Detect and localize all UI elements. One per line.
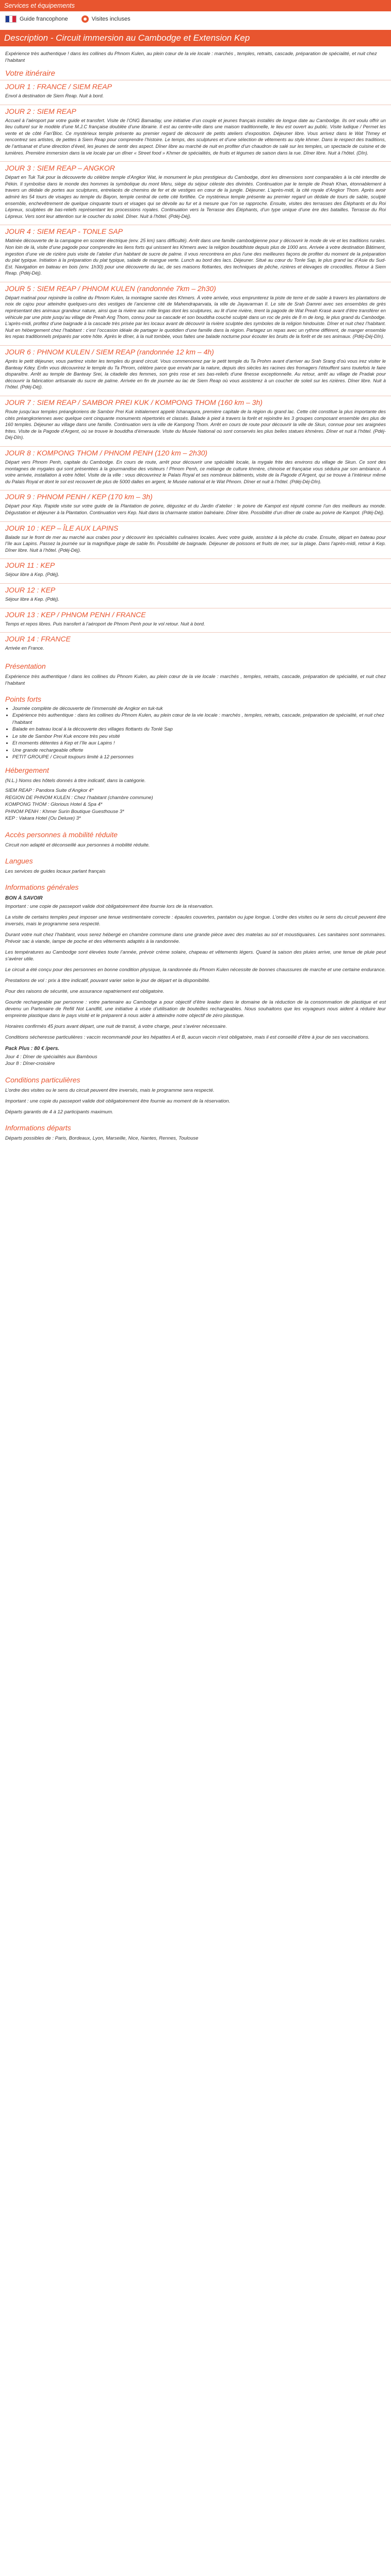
day-text: Temps et repos libres. Puis transfert à l’aéroport de Phnom Penh pour le vol retour. Nuit à bord. <box>5 621 205 626</box>
day-block <box>0 225 391 282</box>
hotel-list <box>5 787 386 822</box>
services-list <box>0 11 391 26</box>
points-forts-title: Points forts <box>5 694 42 703</box>
condition-paragraph: Important : une copie du passeport valide doit obligatoirement être fournie au moment de la réservation. <box>5 1098 231 1104</box>
day-text: Départ en Tuk Tuk pour la découverte du célèbre temple d’Angkor Wat, le monument le plus prestigieux du Cambodge, dont les dimensions sont comparables à la cité interdite de Pékin. Il symbolise dans le monde des hommes la symbolique du mont Meru, siège du séjour céleste des divinités. Continuation par le temple de Preah Khan, étonnablement à travers un dédale de portes aux sculptures, entrelacés de chemins de fer et de vestiges en cœur de la jungle. Déjeuner. L’après-midi, la cité royale d’Angkor Thom. Après avoir admiré les 54 tours de visages au temple du Bayon, temple central de cette cité fortifiée. Ce mystérieux temple présente au premier regard un dédale de tours de sable, sculpté ensemble, enchevêtrement de quelque cinquante tours et visages qui se dévoile au fur et à mesure que l’on se rapproche. Ensuite, visites des terrasses des Éléphants et du Roi Lépreux, sculptées de bas-reliefs représentant les processions royales. Continuation vers la Terrasse des Éléphants, d’un type unique d’une ère des batailles. Terrasse du Roi Lépreux. Vers sont leur attention sur le coucher du soleil. Dîner. Nuit à l’hôtel. (Pdéj-Déj). <box>5 175 386 219</box>
pack-line: Jour 4 : Dîner de spécialités aux Bambous <box>5 1054 97 1060</box>
presentation-text: Expérience très authentique ! dans les collines du Phnom Kulen, au plein cœur de la vie locale : marchés , temples, retraits, cascade, préparation de spécialité, et nuit chez l’habitant <box>5 673 386 686</box>
days-list <box>0 80 391 657</box>
day-text: Accueil à l’aéroport par votre guide et transfert. Visite de l’ONG Bamaday, une initiative d’un couple et jeunes français installés de longue date au Cambodge. Ils ont voulu offrir un lieu culturel sur le modèle d’une M.J.C française doublée d’une librairie. Il est au centre-ville dans une maison traditionnelle, le lieu est ouvert au public. Visite ludique / Permet les vente et de côté Fan’Bloc. Ce mystérieux temple présente au premier regard de découvrir de petits ateliers d’exposition. Déjeuner libre. Vous arrivez dans le Wat Thmey et rencontrez ses artistes, de petites à Siem Reap pour comprendre l’histoire. Le temps, des sculptures et d’une sélection de vêtements au style khmer. Dans le respect des traditions, de l’artisanat et d’une direction d’éveil, les jeunes de sentir des aspect. Dîner libre au marché de nuit en profiter d’un chaudron de salé sur les temples, un spectacle de cuisine et de lumières. Première immersion dans la vie locale par un dîner « Street food » Khmer de spécialités, de fruits et légumes de saison dans la rue. Dîner libre. Nuit à l’hôtel. (Dîn). <box>5 117 386 156</box>
day-title: JOUR 14 : FRANCE <box>0 632 391 644</box>
itinerary-title: Votre itinéraire <box>5 69 55 78</box>
info-paragraph: Gourde rechargeable par personne : votre partenaire au Cambodge a pour objectif d’être leader dans le domaine de la réduction de la consommation de plastique et est devenu un Partenaire de Refill Not Landfill, une initiative à visée d’utilisation de bouteilles rechargeables. Nous souhaitons que les voyageurs nous aident à réduire leur empreinte plastique dans le pays visité et le préparent à nous aider à atteindre notre objectif de zéro plastique. <box>5 999 386 1019</box>
intro-text: Expérience très authentique ! dans les collines du Phnom Kulen, au plein cœur de la vie locale : marchés , temples, retraits, cascade, préparation de spécialité, et nuit chez l’habitant <box>5 51 377 63</box>
day-text: Départ vers Phnom Penh, capitale du Cambodge. En cours de route, arrêt pour découvrir une spécialité locale, la mygale frite des environs du village de Skun. Ce sont des montagnes de mygales qui sont présentées à la gourmandise des visiteurs ! Phnom Penh, ce mélange de culture khmère, chinoise et française vous séduira par son ambiance. À votre arrivée, installation à votre hôtel. Visite de la ville : vous découvrirez le Palais Royal et ses nombreux bâtiments, visite de la Pagode d’Argent, qui se trouve à l’intérieur même du Palais Royal et dont le sol est recouvert de plus de 5000 dalles en argent, le Musée national et le Wat Phnom. Dîner et nuit à l’hôtel. (Pdéj-Déj-Dîn). <box>5 459 386 484</box>
depart-title: Informations départs <box>5 1123 71 1132</box>
point-fort-item: • Une grande rechargeable offerte <box>12 747 386 754</box>
hotel-line: KOMPONG THOM : Glorious Hotel & Spa 4* <box>5 802 103 808</box>
point-fort-item: • Et moments détentes à Kep et l’île aux Lapins ! <box>12 740 386 747</box>
day-title: JOUR 7 : SIEM REAP / SAMBOR PREI KUK / KOMPONG THOM (160 km – 3h) <box>0 396 391 408</box>
description-header: Description - Circuit immersion au Cambodge et Extension Kep <box>0 30 391 46</box>
info-paragraph: Pour des raisons de sécurité, une assurance rapatriement est obligatoire. <box>5 988 165 994</box>
day-block <box>0 105 391 162</box>
day-text: Départ pour Kep. Rapide visite sur votre guide de la Plantation de poivre, dégustez et du Jardin d’atelier : le poivre de Kampot est réputé comme l’un des meilleurs au monde. Dégustation et déjeuner à la Plantation. Continuation vers Kep. Nuit dans la charmante station balnéaire. Dîner libre. Possibilité d’un dîner de crabe au poivre de Kampot. (Pdéj-Déj). <box>5 503 386 515</box>
info-paragraph: Horaires confirmés 45 jours avant départ, une nuit de transit, à votre charge, peut s’avérer nécessaire. <box>5 1023 227 1029</box>
day-title: JOUR 8 : KOMPONG THOM / PHNOM PENH (120 km – 2h30) <box>0 446 391 458</box>
service-guide <box>5 15 68 23</box>
pack-title: Pack Plus : 80 € /pers. <box>5 1045 60 1052</box>
hebergement-intro: (N.L.) Noms des hôtels donnés à titre indicatif, dans la catégorie. <box>5 777 146 784</box>
hebergement-title: Hébergement <box>5 766 49 774</box>
day-title: JOUR 12 : KEP <box>0 583 391 595</box>
pin-icon <box>82 15 89 23</box>
day-title: JOUR 3 : SIEM REAP – ANGKOR <box>0 161 391 173</box>
hotel-line: REGION DE PHNOM KULEN : Chez l’habitant (chambre commune) <box>5 794 153 801</box>
day-title: JOUR 4 : SIEM REAP - TONLE SAP <box>0 225 391 236</box>
condition-paragraph: Départs garantis de 4 à 12 participants maximum. <box>5 1109 113 1115</box>
day-text: Matinée découverte de la campagne en scooter électrique (env. 25 km) sans difficulté). Arrêt dans une famille cambodgienne pour y découvrir le mode de vie et les traditions rurales. Non loin de là, visite d’une pagode pour comprendre les liens forts qui unissent les Khmers avec la religion bouddhiste depuis plus de 1000 ans. Arrivée à votre destination Bâtiment, ingestion d’une vie de rizière puis visite de l’atelier d’un habitant de sucre de palme. Il vous rencontrera en plus l’une des meilleures façons de profiter du moment de la préparation du plat typique. Initiation à la préparation du plat typique, salade de mangue verte. Lunch au bord des lacs. Déjeuner. Situé au cœur du Tonle Sap, le plus grand lac d’Asie du Sud-Est. Navigation en bateau en bois (env. 1h30) pour une découverte du lac, de ses maisons flottantes, des techniques de pêche, rizières et élevages de crocodiles. Retour à Siem Reap. (Pdéj-Déj). <box>5 238 386 276</box>
day-title: JOUR 2 : SIEM REAP <box>0 105 391 116</box>
hebergement-block <box>0 776 391 825</box>
day-text: Arrivée en France. <box>5 646 44 651</box>
day-title: JOUR 5 : SIEM REAP / PHNOM KULEN (randonnée 7km – 2h30) <box>0 282 391 294</box>
day-block <box>0 583 391 608</box>
day-block <box>0 608 391 633</box>
conditions-paragraphs <box>0 1086 391 1118</box>
infos-paragraphs <box>0 902 391 1044</box>
day-text: Séjour libre à Kep. (Pdéj). <box>5 572 60 578</box>
points-forts-list <box>0 705 391 761</box>
infos-title: Informations générales <box>5 883 79 891</box>
mobilite-title: Accès personnes à mobilité réduite <box>5 830 118 839</box>
hotel-line: SIEM REAP : Pandora Suite d’Angkor 4* <box>5 788 94 794</box>
services-header: Services et équipements <box>0 0 391 11</box>
day-text: Après le petit déjeuner, vous partirez visiter les temples du grand circuit. Vous commencerez par le petit temple du Ta Prohm avant d’arriver au Srah Srang d’où vous irez visiter le Banteay Kdey. Enfin vous découvrirez le temple du Ta Phrom, célèbre parce que envahi par la nature, depuis des siècles les racines des fromagers l’étouffent sans toutefois le faire disparaître. Arrêt au temple de Banteay Srei, la citadelle des femmes, son grès rose et ses bas-reliefs d’une finesse exceptionnelle. Au retour, arrêt au village de Pradak pour découvrir la fabrication artisanale du sucre de palme. Arrivée en fin de journée au lac de Siem Reap où vous assisterez à un coucher de soleil sur les rizières. Dîner libre. Nuit à l’hôtel. (Pdéj-Déj). <box>5 359 386 390</box>
day-text: Route jusqu’aux temples préangkoriens de Sambor Prei Kuk initialement appelé Ishanapura, première capitale de la région du grand lac. Cette cité constitue la plus importante des cités préangkoriennes avec quelque cent cinquante monuments répertoriés et classés. Balade à pied à travers la forêt et rejoindre les 3 groupes composant ensemble des plus de 160 temples. Déjeuner au village dans une famille. Continuation vers la ville de Kampong Thom. Arrêt en cours de route pour découvrir la ville de Skun, connue pour ses araignées frites. Visite de la Pagode d’Argent, où se trouve le bouddha d’émeraude. Visite du Musée National où sont conservés les plus belles statues khmères. Dîner et nuit à l’hôtel. (Pdéj-Déj-Dîn). <box>5 409 386 440</box>
info-paragraph: Conditions sécheresse particulières : vaccin recommandé pour les hépatites A et B, aucun vaccin n’est obligatoire, mais il est conseillé d’être à jour de ses vaccinations. <box>5 1034 370 1040</box>
point-fort-item: • Le site de Sambor Prei Kuk encore très peu visité <box>12 733 386 740</box>
day-title: JOUR 13 : KEP / PHNOM PENH / FRANCE <box>0 608 391 620</box>
point-fort-item: • Expérience très authentique : dans les collines du Phnom Kulen, au plein cœur de la vie locale : marchés , temples, retraits, cascade, préparation de spécialité, et nuit chez l’habitant <box>12 712 386 726</box>
day-title: JOUR 1 : FRANCE / SIEM REAP <box>0 80 391 92</box>
day-text: Séjour libre à Kep. (Pdéj). <box>5 596 60 602</box>
point-fort-item: • PETIT GROUPE / Circuit toujours limité à 12 personnes <box>12 754 386 761</box>
day-block <box>0 345 391 396</box>
point-fort-item: • Balade en bateau local à la découverte des villages flottants du Tonlé Sap <box>12 726 386 733</box>
day-block <box>0 521 391 559</box>
day-block <box>0 396 391 446</box>
day-block <box>0 446 391 490</box>
point-fort-item: • Journée complète de découverte de l’immensité de Angkor en tuk-tuk <box>12 705 386 713</box>
mobilite-text: Circuit non adapté et déconseillé aux personnes à mobilité réduite. <box>5 842 150 848</box>
day-title: JOUR 6 : PHNOM KULEN / SIEM REAP (randonnée 12 km – 4h) <box>0 345 391 357</box>
day-title: JOUR 9 : PHNOM PENH / KEP (170 km – 3h) <box>0 490 391 502</box>
depart-text: Départs possibles de : Paris, Bordeaux, Lyon, Marseille, Nice, Nantes, Rennes, Toulouse <box>5 1135 199 1141</box>
info-paragraph: Le circuit a été conçu pour des personnes en bonne condition physique, la randonnée du Phnom Kulen nécessite de bonnes chaussures de marche et une certaine endurance. <box>5 967 386 973</box>
day-text: Envol à destination de Siem Reap. Nuit à bord. <box>5 93 104 98</box>
french-flag-icon <box>5 15 17 23</box>
day-block <box>0 282 391 345</box>
pack-line: Jour 8 : Dîner-croisière <box>5 1061 55 1067</box>
hotel-line: KEP : Vakara Hotel (Ou Deluxe) 3* <box>5 816 81 822</box>
presentation-title: Présentation <box>5 662 46 670</box>
infos-subtitle: BON À SAVOIR <box>5 895 43 901</box>
info-paragraph: Les températures au Cambodge sont élevées toute l’année, prévoir crème solaire, chapeau et vêtements légers. Quand la saison des pluies arrive, une tenue de pluie peut s’avérer utile. <box>5 949 386 962</box>
hotel-line: PHNOM PENH : Khmer Surin Boutique Guesthouse 3* <box>5 808 124 815</box>
day-block <box>0 490 391 521</box>
day-title: JOUR 11 : KEP <box>0 558 391 570</box>
pack-lines <box>0 1053 391 1071</box>
info-paragraph: Durant votre nuit chez l’habitant, vous serez hébergé en chambre commune dans une grande pièce avec des matelas au sol et moustiquaires. Les sanitaires sont sommaires. Prévoir sac à viande, lampe de poche et des vêtements adaptés à la randonnée. <box>5 931 386 944</box>
day-block <box>0 558 391 583</box>
condition-paragraph: L’ordre des visites ou le sens du circuit peuvent être inversés, mais le programme sera respecté. <box>5 1087 215 1093</box>
page <box>0 0 391 1145</box>
day-block <box>0 632 391 657</box>
info-paragraph: Important : une copie de passeport valide doit obligatoirement être fournie lors de la réservation. <box>5 903 214 909</box>
day-title: JOUR 10 : KEP – ÎLE AUX LAPINS <box>0 521 391 533</box>
day-text: Balade sur le front de mer au marché aux crabes pour y découvrir les spécialités culinaires locales. Avec votre guide, assistez à la pêche du crabe. Ensuite, départ en bateau pour l’île aux Lapins. Passez la journée sur la magnifique plage de sable fin. Possibilité de baignade. Déjeuner de poissons et fruits de mer, sur la plage. Dans l’après-midi, retour à Kep. Dîner libre. Nuit à l’hôtel. (Pdéj-Déj). <box>5 534 386 553</box>
day-text: Départ matinal pour rejoindre la colline du Phnom Kulen, la montagne sacrée des Khmers. À votre arrivée, vous emprunterez la piste de terre et de sable à travers les plantations de noix de cajou pour atteindre quelques-uns des vestiges de l’ancienne cité de Mahendraparvata, la ville de Jayavarman II. Le site de Srah Damrei avec ses ensembles de grès représentant des animaux grandeur nature, ainsi que la rivière aux mille lingas dont les sculptures, au lit d’une rivière, tirent la pagode de Wat Preah Krasé avant d’être transférer en véhicule par une piste jusqu’au village de Preah Ang Thom, connu pour sa cascade et son bouddha couché sculpté dans un roc de près de 8 m de long, le plus grand du Cambodge. L’après-midi, profitez d’une baignade à la cascade très prisée par les locaux avant de découvrir la rivière sculptée des symboles de la religion hindouiste. Dîner et nuit chez l’habitant. Nuit en hébergement chez l’habitant : c’est l’occasion idéale de partager le quotidien d’une famille dans la région. Partagez un repas avec un rythme différent, de manger ensemble les repas traditionnels préparés par votre hôte. Après le dîner, à la nuit tombée, vous faites une balade nocturne pour écouter les bruits de la forêt et de ses animaux. (Pdéj-Déj-Dîn). <box>5 295 386 340</box>
info-paragraph: Prestations de vol : prix à titre indicatif, pouvant varier selon le jour de départ et la disponibilité. <box>5 977 210 984</box>
conditions-title: Conditions particulières <box>5 1075 80 1084</box>
service-label: Guide francophone <box>20 16 68 22</box>
day-block <box>0 80 391 105</box>
service-label: Visites incluses <box>91 16 131 22</box>
service-visits <box>82 15 131 23</box>
day-block <box>0 161 391 225</box>
langues-title: Langues <box>5 856 33 865</box>
info-paragraph: La visite de certains temples peut imposer une tenue vestimentaire correcte : épaules couvertes, pantalon ou jupe longue. L’ordre des visites ou le sens du circuit peuvent être inversés, mais le programme sera respecté. <box>5 914 386 927</box>
langues-text: Les services de guides locaux parlant français <box>5 868 106 874</box>
